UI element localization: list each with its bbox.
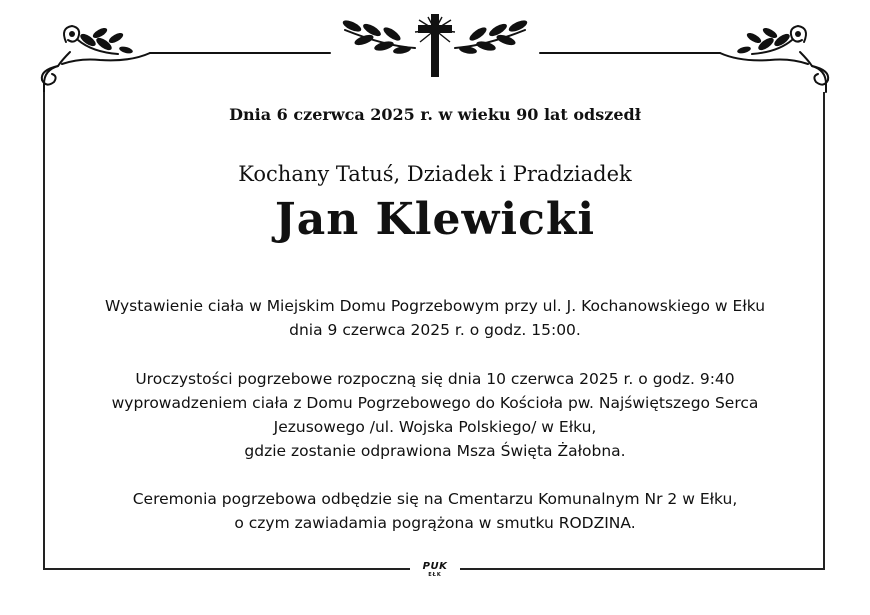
burial-line-2: o czym zawiadamia pogrążona w smutku RODZINA.	[234, 514, 636, 532]
ceremony-line-2: wyprowadzeniem ciała z Domu Pogrzebowego do Kościoła pw. Najświętszego Serca	[111, 394, 759, 412]
viewing-paragraph	[45, 294, 825, 342]
top-ornament	[0, 0, 870, 100]
relation-line: Kochany Tatuś, Dziadek i Pradziadek	[238, 162, 632, 186]
logo-main-text: PUK	[422, 561, 448, 572]
ceremony-line-3: Jezusowego /ul. Wojska Polskiego/ w Ełku,	[273, 418, 597, 436]
cross-icon	[415, 14, 455, 77]
viewing-line-1: Wystawienie ciała w Miejskim Domu Pogrzebowym przy ul. J. Kochanowskiego w Ełku	[104, 297, 766, 315]
death-intro: Dnia 6 czerwca 2025 r. w wieku 90 lat odszedł	[229, 105, 641, 124]
logo-sub-text: EŁK	[428, 572, 442, 578]
ceremony-line-4: gdzie zostanie odprawiona Msza Święta Żałobna.	[244, 442, 626, 460]
burial-paragraph	[45, 487, 825, 535]
ceremony-paragraph	[45, 367, 825, 463]
laurel-left-icon	[341, 18, 415, 55]
ceremony-line-1: Uroczystości pogrzebowe rozpoczną się dnia 10 czerwca 2025 r. o godz. 9:40	[135, 370, 735, 388]
deceased-name: Jan Klewicki	[274, 194, 596, 245]
viewing-line-2: dnia 9 czerwca 2025 r. o godz. 15:00.	[289, 321, 581, 339]
funeral-home-logo	[412, 562, 458, 578]
burial-line-1: Ceremonia pogrzebowa odbędzie się na Cmentarzu Komunalnym Nr 2 w Ełku,	[132, 490, 738, 508]
laurel-right-icon	[455, 18, 529, 55]
